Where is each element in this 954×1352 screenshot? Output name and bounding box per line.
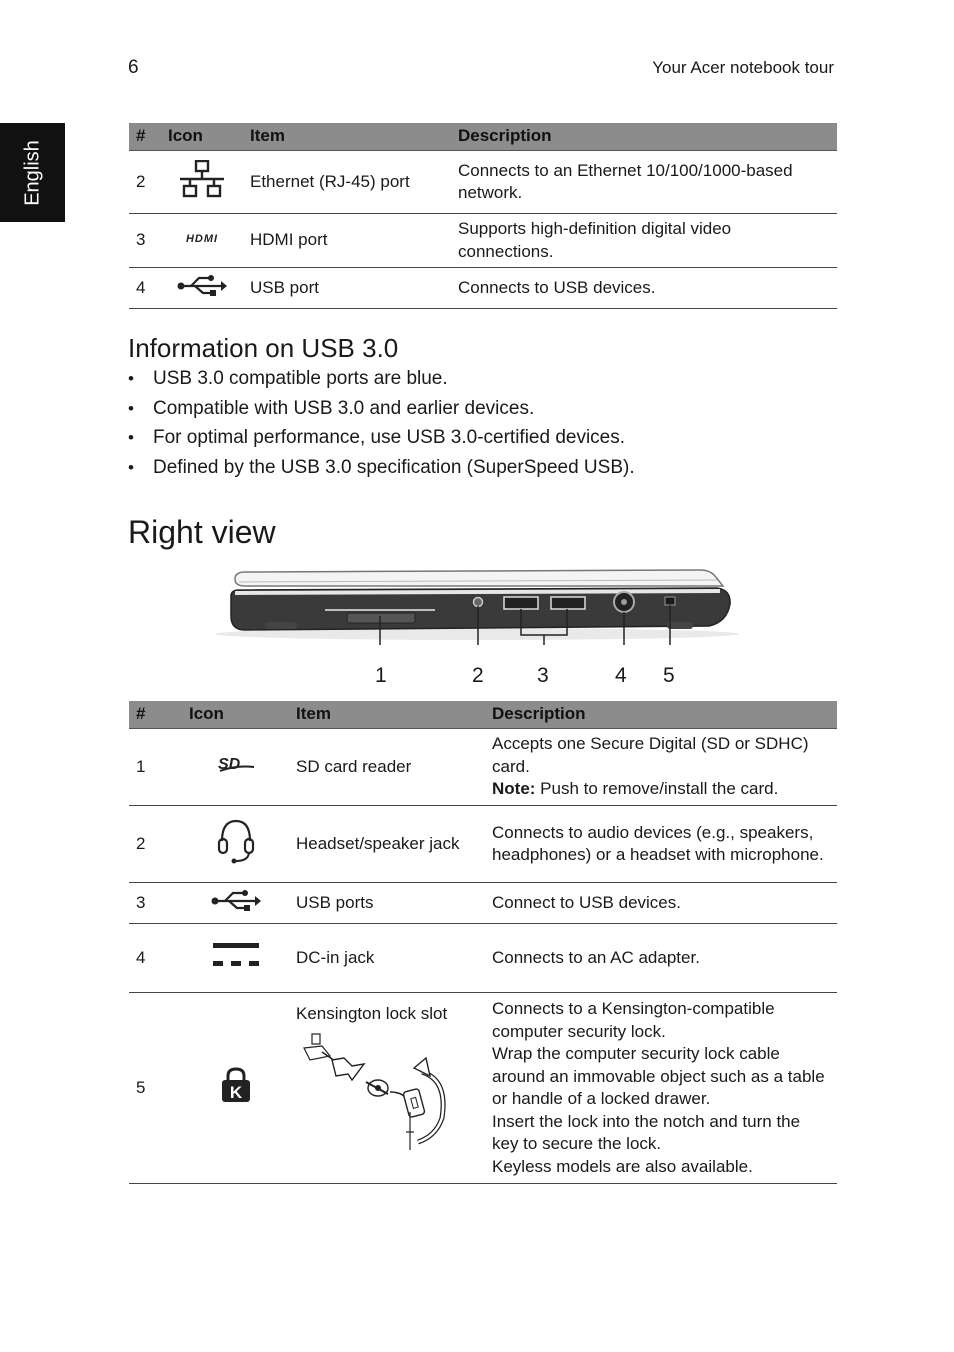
item-name: Kensington lock slot xyxy=(296,1004,448,1023)
item-name: Headset/speaker jack xyxy=(289,806,485,883)
item-name: SD card reader xyxy=(289,729,485,806)
item-description: Connects to audio devices (e.g., speakers, headphones) or a headset with microphone. xyxy=(485,806,837,883)
item-description: Connects to an Ethernet 10/100/1000-based network. xyxy=(451,151,837,214)
row-number: 3 xyxy=(129,883,182,924)
column-header: Item xyxy=(243,123,451,151)
callout-1: 1 xyxy=(375,664,387,687)
language-tab xyxy=(0,123,65,222)
column-header: # xyxy=(129,701,182,729)
item-name: HDMI port xyxy=(243,214,451,268)
table-row xyxy=(129,993,837,1184)
usb-icon xyxy=(177,272,227,298)
kensington-lock-illustration xyxy=(296,1032,456,1152)
description-line: Keyless models are also available. xyxy=(492,1156,753,1176)
list-item: • USB 3.0 compatible ports are blue. xyxy=(128,366,635,396)
note-label: Note: xyxy=(492,779,536,799)
item-name: USB port xyxy=(243,268,451,309)
callout-5: 5 xyxy=(663,664,675,687)
item-name: DC-in jack xyxy=(289,924,485,993)
table-row xyxy=(129,806,837,883)
usb-icon xyxy=(211,887,261,913)
sd-card-icon xyxy=(216,755,256,773)
table-row xyxy=(129,729,837,806)
row-number: 3 xyxy=(129,214,161,268)
note-text: Push to remove/install the card. xyxy=(535,779,779,799)
row-number: 2 xyxy=(129,806,182,883)
table-header xyxy=(129,123,837,151)
row-number: 1 xyxy=(129,729,182,806)
table-row xyxy=(129,924,837,993)
page-title: Right view xyxy=(128,514,276,550)
callout-4: 4 xyxy=(615,664,627,687)
row-number: 2 xyxy=(129,151,161,214)
headset-icon xyxy=(216,817,256,865)
item-description xyxy=(485,993,837,1184)
ports-table-bottom xyxy=(129,701,837,1184)
column-header: Description xyxy=(451,123,837,151)
kensington-lock-icon xyxy=(220,1067,252,1103)
hdmi-icon xyxy=(177,231,227,245)
description-line: Wrap the computer security lock cable around an immovable object such as a table or handle of a locked drawer. xyxy=(492,1044,825,1108)
usb-info-list xyxy=(128,366,635,485)
column-header: Icon xyxy=(161,123,243,151)
table-header xyxy=(129,701,837,729)
section-heading: Information on USB 3.0 xyxy=(128,333,399,363)
table-row xyxy=(129,268,837,309)
item-name: Ethernet (RJ-45) port xyxy=(243,151,451,214)
column-header: Description xyxy=(485,701,837,729)
column-header: # xyxy=(129,123,161,151)
item-name: USB ports xyxy=(289,883,485,924)
table-row xyxy=(129,151,837,214)
row-number: 4 xyxy=(129,268,161,309)
item-description: Connects to an AC adapter. xyxy=(485,924,837,993)
svg-text:HDMI: HDMI xyxy=(185,233,219,246)
language-tab-label: English xyxy=(21,139,43,206)
notebook-right-side-illustration xyxy=(205,560,750,645)
list-item: • For optimal performance, use USB 3.0-certified devices. xyxy=(128,425,635,455)
row-number: 4 xyxy=(129,924,182,993)
column-header: Icon xyxy=(182,701,289,729)
row-number: 5 xyxy=(129,993,182,1184)
column-header: Item xyxy=(289,701,485,729)
page-number: 6 xyxy=(128,57,139,78)
description-line: Insert the lock into the notch and turn the key to secure the lock. xyxy=(492,1111,801,1153)
list-item: • Defined by the USB 3.0 specification (SuperSpeed USB). xyxy=(128,455,635,485)
item-description: Connect to USB devices. xyxy=(485,883,837,924)
callout-3: 3 xyxy=(537,664,549,687)
table-row xyxy=(129,883,837,924)
svg-text:SD: SD xyxy=(217,755,240,773)
running-title: Your Acer notebook tour xyxy=(652,58,834,77)
item-description xyxy=(485,729,837,806)
callout-2: 2 xyxy=(472,664,484,687)
ethernet-icon xyxy=(178,160,226,198)
list-item: • Compatible with USB 3.0 and earlier devices. xyxy=(128,396,635,426)
description-text: Accepts one Secure Digital (SD or SDHC) card. xyxy=(492,734,809,776)
description-line: Connects to a Kensington-compatible computer security lock. xyxy=(492,999,775,1041)
item-description: Connects to USB devices. xyxy=(451,268,837,309)
dc-in-icon xyxy=(212,941,260,969)
item-description: Supports high-definition digital video connections. xyxy=(451,214,837,268)
table-row xyxy=(129,214,837,268)
ports-table-top xyxy=(129,123,837,309)
svg-text:K: K xyxy=(229,1082,242,1102)
